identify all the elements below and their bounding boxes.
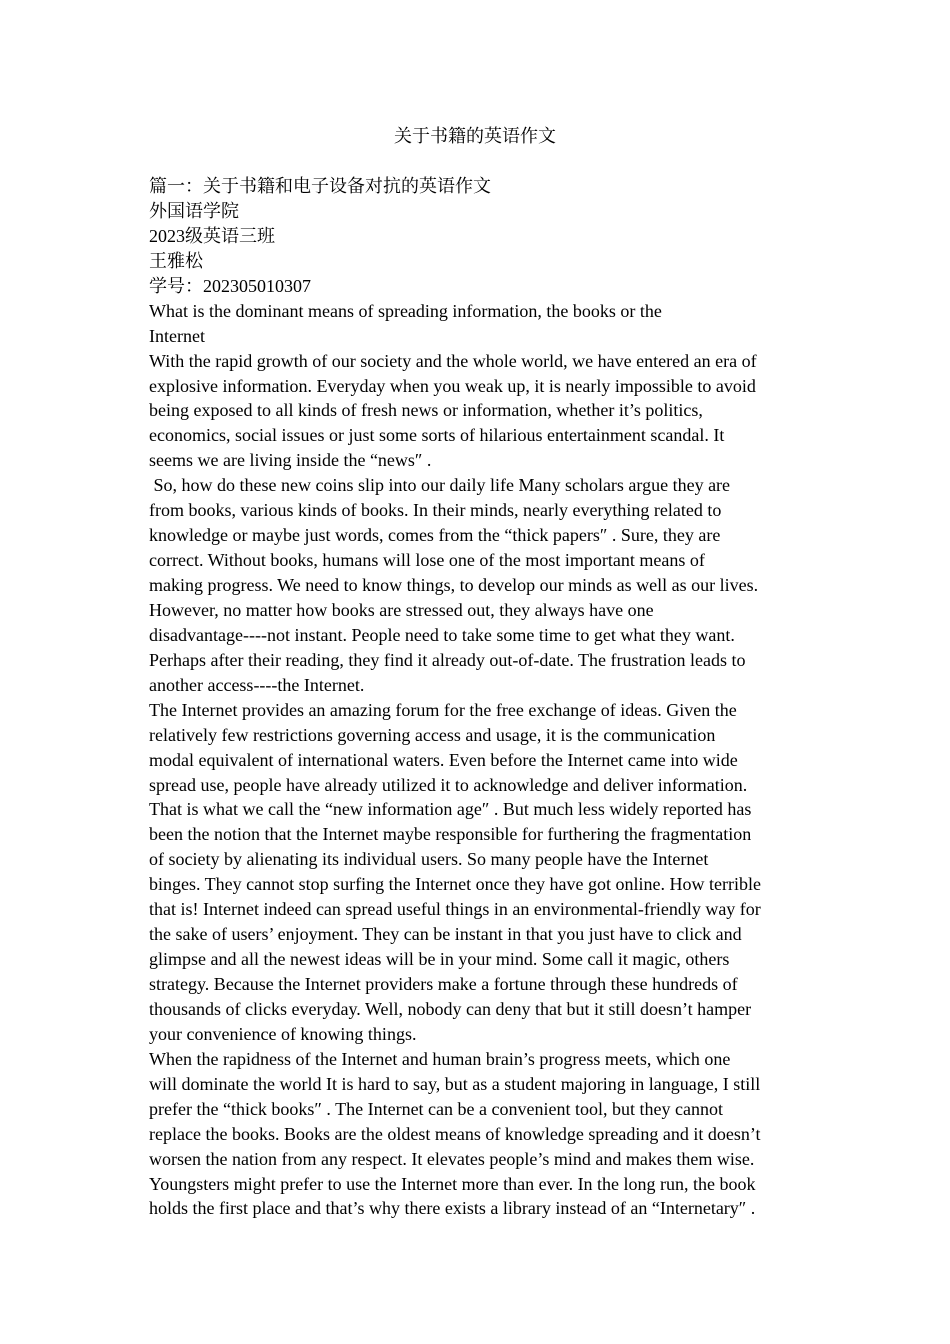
text-line: binges. They cannot stop surfing the Internet once they have got online. How terrible [149, 874, 761, 895]
text-line: The Internet provides an amazing forum for the free exchange of ideas. Given the [149, 699, 737, 720]
text-line: the sake of users’ enjoyment. They can be instant in that you just have to click and [149, 924, 742, 945]
text-line: holds the first place and that’s why there exists a library instead of an “Internetary″ . [149, 1198, 756, 1219]
page-title: 关于书籍的英语作文 [394, 126, 556, 146]
text-line: explosive information. Everyday when you weak up, it is nearly impossible to avoid [149, 375, 756, 396]
text-line: Perhaps after their reading, they find it already out-of-date. The frustration leads to [149, 649, 746, 670]
text-line: of society by alienating its individual users. So many people have the Internet [149, 849, 709, 870]
text-line: 王雅松 [149, 250, 203, 271]
text-line: disadvantage----not instant. People need to take some time to get what they want. [149, 624, 735, 645]
text-line: will dominate the world It is hard to say, but as a student majoring in language, I still [149, 1073, 761, 1094]
text-line: prefer the “thick books″ . The Internet can be a convenient tool, but they cannot [149, 1098, 723, 1119]
text-line: spread use, people have already utilized it to acknowledge and deliver information. [149, 774, 748, 795]
text-line: 外国语学院 [149, 200, 239, 221]
text-line: from books, various kinds of books. In their minds, nearly everything related to [149, 500, 722, 521]
text-line: 2023级英语三班 [149, 225, 275, 246]
text-line: However, no matter how books are stressed out, they always have one [149, 599, 654, 620]
text-line: that is! Internet indeed can spread useful things in an environmental-friendly way for [149, 899, 761, 920]
text-line: So, how do these new coins slip into our daily life Many scholars argue they are [149, 475, 731, 496]
text-line: strategy. Because the Internet providers make a fortune through these hundreds of [149, 974, 738, 994]
text-line: worsen the nation from any respect. It elevates people’s mind and makes them wise. [149, 1148, 755, 1169]
essay-body [149, 174, 809, 1221]
text-line: modal equivalent of international waters. Even before the Internet came into wide [149, 749, 738, 770]
text-line: making progress. We need to know things, to develop our minds as well as our lives. [149, 575, 759, 595]
text-line: 学号：202305010307 [149, 275, 311, 296]
text-line: seems we are living inside the “news″ . [149, 450, 432, 471]
text-line: 篇一：关于书籍和电子设备对抗的英语作文 [149, 176, 491, 196]
text-line: knowledge or maybe just words, comes from the “thick papers″ . Sure, they are [149, 525, 721, 546]
text-line: When the rapidness of the Internet and human brain’s progress meets, which one [149, 1048, 731, 1069]
text-line: been the notion that the Internet maybe responsible for furthering the fragmentation [149, 824, 752, 845]
text-line: relatively few restrictions governing access and usage, it is the communication [149, 724, 716, 745]
text-line: Internet [149, 325, 205, 346]
text-line: thousands of clicks everyday. Well, nobody can deny that but it still doesn’t hamper [149, 998, 752, 1019]
text-line: What is the dominant means of spreading information, the books or the [149, 300, 662, 321]
text-line: With the rapid growth of our society and the whole world, we have entered an era of [149, 350, 757, 371]
text-line: another access----the Internet. [149, 674, 365, 695]
text-line: Youngsters might prefer to use the Internet more than ever. In the long run, the book [149, 1173, 756, 1194]
text-line: correct. Without books, humans will lose one of the most important means of [149, 550, 705, 571]
text-line: economics, social issues or just some sorts of hilarious entertainment scandal. It [149, 425, 725, 446]
text-line: glimpse and all the newest ideas will be in your mind. Some call it magic, others [149, 949, 730, 970]
text-line: replace the books. Books are the oldest means of knowledge spreading and it doesn’t [149, 1123, 761, 1144]
text-line: being exposed to all kinds of fresh news or information, whether it’s politics, [149, 400, 703, 421]
text-line: That is what we call the “new information age″ . But much less widely reported has [149, 799, 752, 820]
text-line: your convenience of knowing things. [149, 1023, 417, 1044]
